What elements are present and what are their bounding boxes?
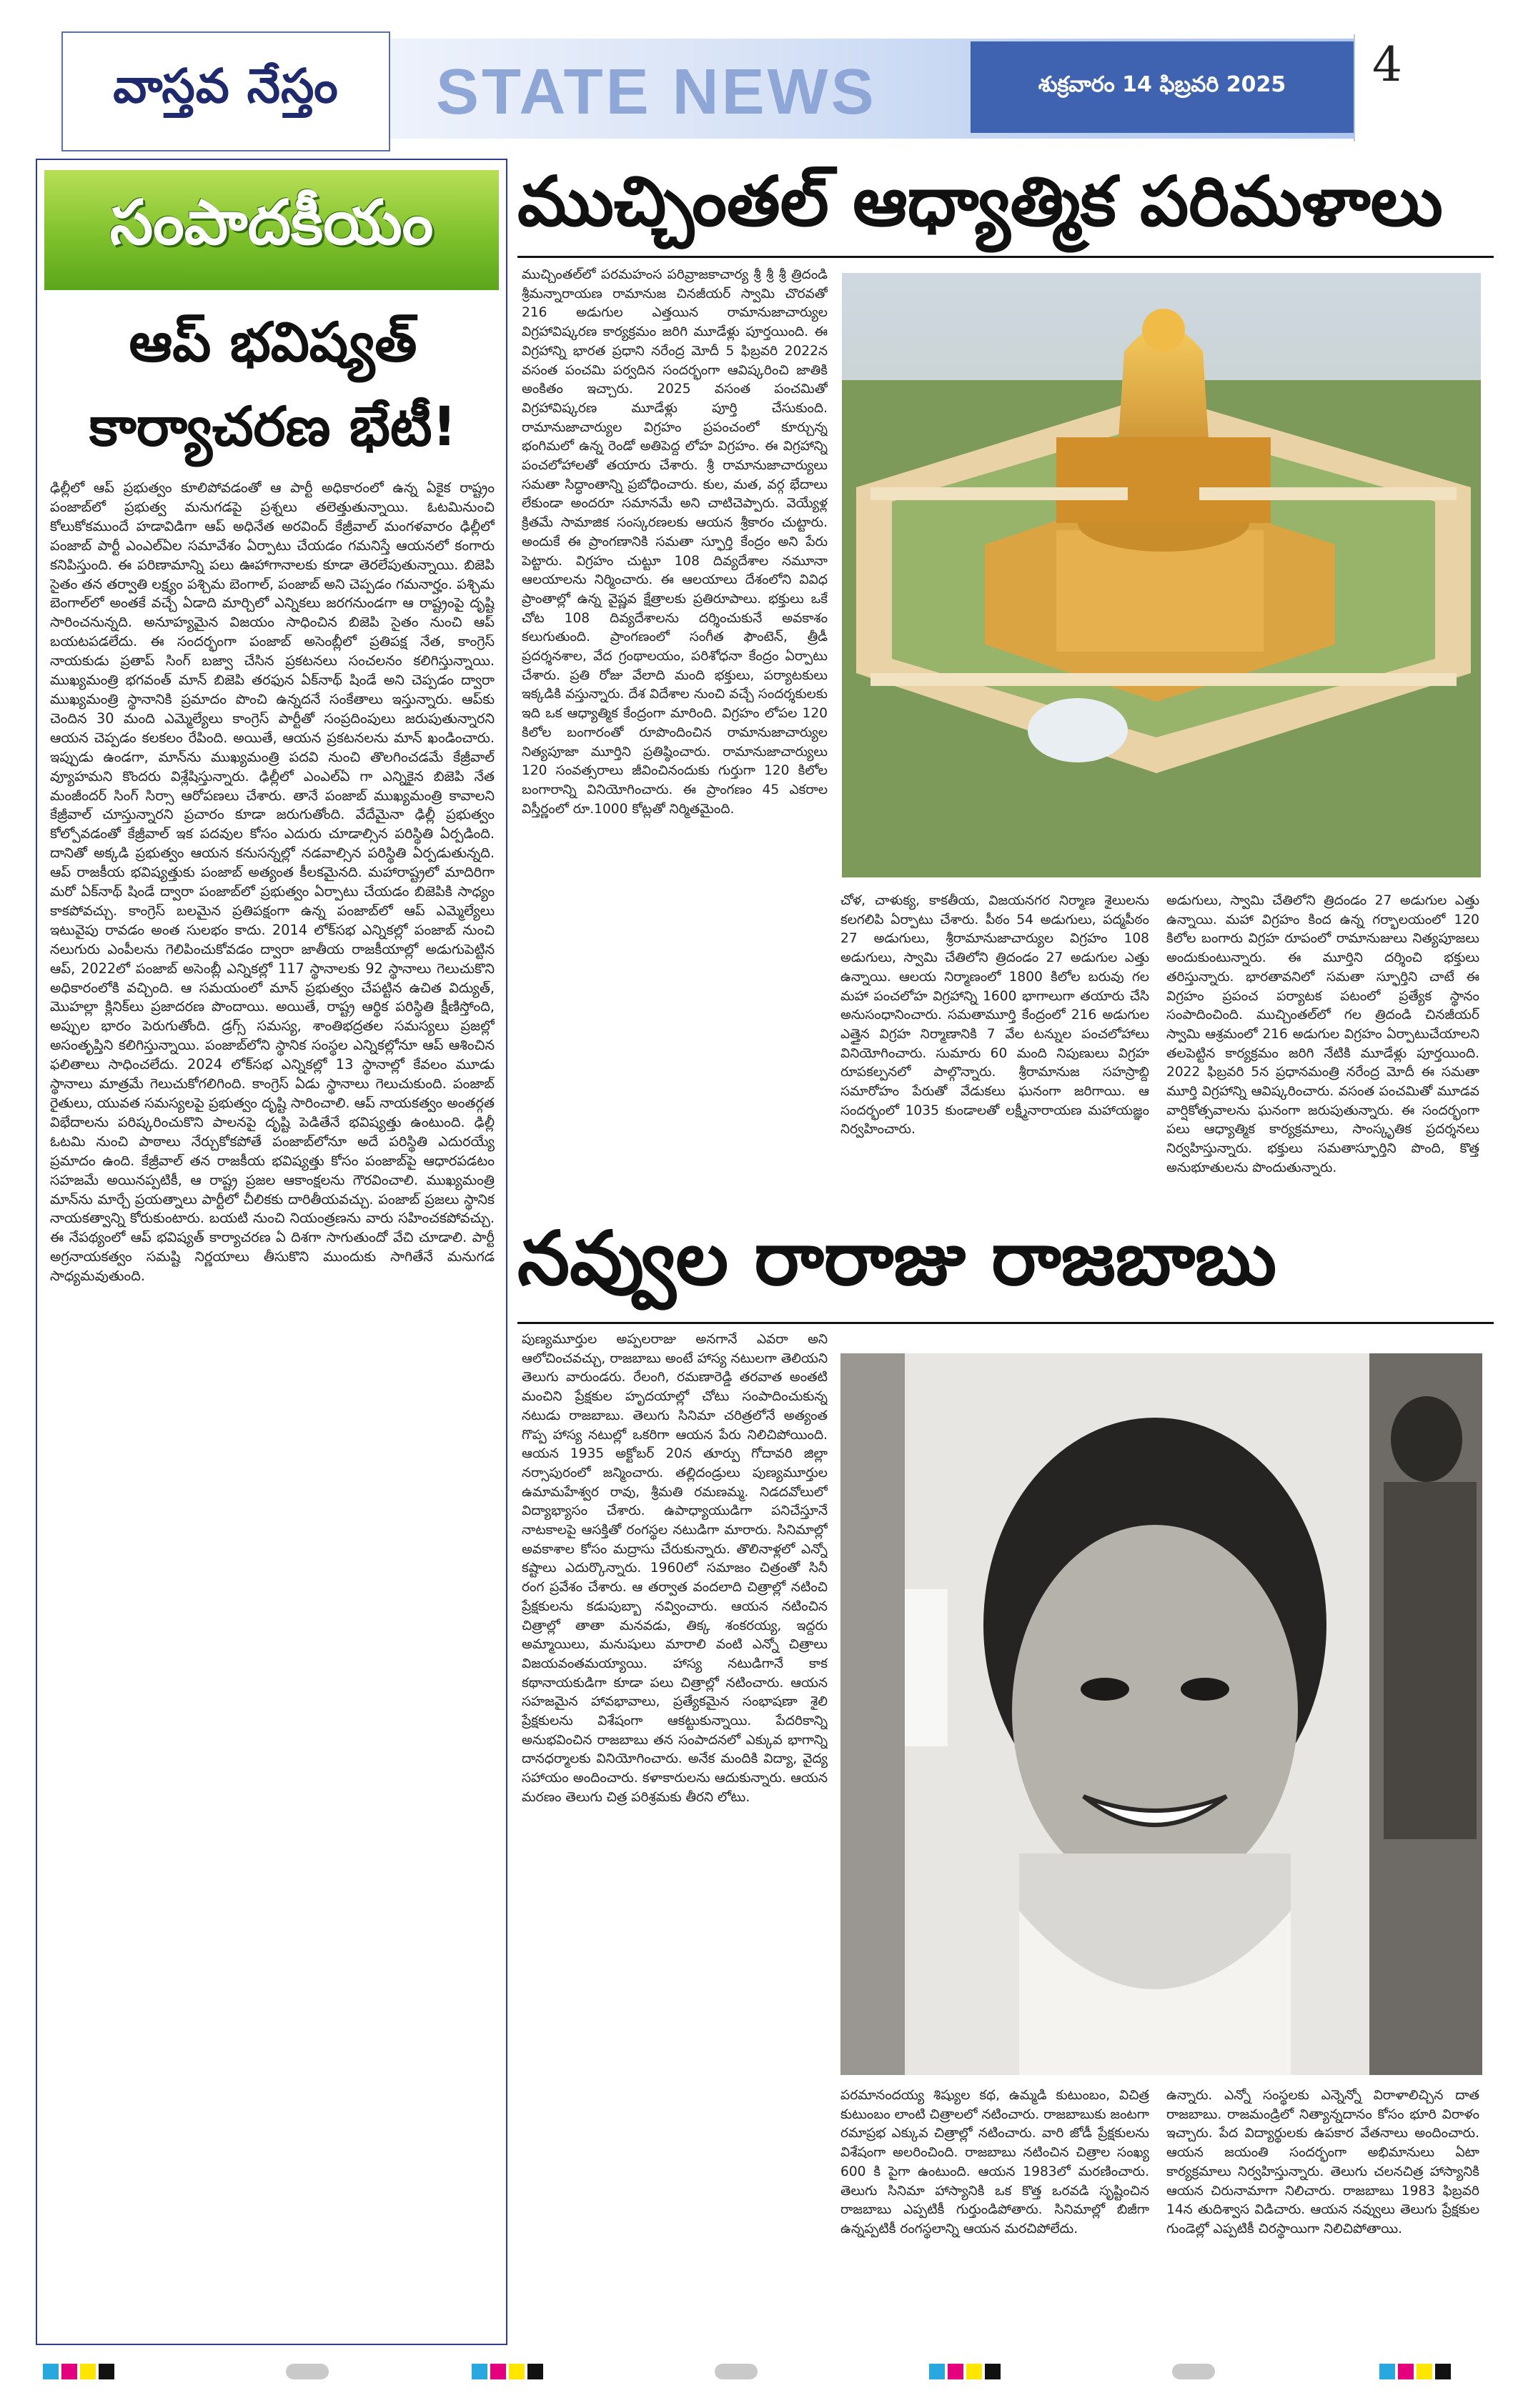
editorial-body: ఢిల్లీలో ఆప్ ప్రభుత్వం కూలిపోవడంతో ఆ పార్టీ అధికారంలో ఉన్న ఏకైక రాష్ట్రం పంజాబ్‌లో ప్రభుత్వ మనుగడపై ప్రశ్నలు తలెత్తుతున్నాయి. ఓటమినుంచి కోలుకోకముందే హడావిడిగా ఆప్ అధినేత అరవింద్ కేజ్రీవాల్ మంగళవారం ఢిల్లీలో పంజాబ్ పార్టీ ఎంఎల్ఏల సమావేశం ఏర్పాటు చేయడం గమనిస్తే ఆయనలో కంగారు కనిపిస్తుంది. ఈ పరిణామాన్ని పలు ఊహాగానాలకు కూడా తెరలేపుతున్నాయి. బిజెపి సైతం తన తర్వాతి లక్ష్యం పశ్చిమ బెంగాల్, పంజాబ్ అని చెప్పడం గమనార్హం. పశ్చిమ బెంగాల్‌లో అంతకే వచ్చే ఏడాది మార్చిలో ఎన్నికలు జరగనుండగా ఆ రాష్ట్రంపై దృష్టి సారించనున్నది. అనూహ్యమైన విజయం సాధించిన బిజెపి సైతం నుంచి ఆప్ బయటపడలేదు. ఈ సందర్భంగా పంజాబ్ అసెంబ్లీలో ప్రతిపక్ష నేత, కాంగ్రెస్ నాయకుడు ప్రతాప్ సింగ్ బజ్వా చేసిన ప్రకటనలు సంచలనం కలిగిస్తున్నాయి. ముఖ్యమంత్రి భగవంత్ మాన్ బిజెపి తరఫున ఏక్‌నాథ్ షిండే అని చెప్పడం ద్వారా ముఖ్యమంత్రి స్థానానికి ప్రమాదం పొంచి ఉన్నదనే సంకేతాలు ఇస్తున్నారు. ఆప్‌కు చెందిన 30 మంది ఎమ్మెల్యేలు కాంగ్రెస్ పార్టీతో సంప్రదింపులు జరుపుతున్నారని ఆయన చెప్పడం కలకలం రేపింది. అయితే, ఆయన ప్రకటనలను మాన్ ఖండించారు. ఇప్పుడు ఉండగా, మాన్‌ను ముఖ్యమంత్రి పదవి నుంచి తొలగించడమే కేజ్రీవాల్ వ్యూహమని కొందరు విశ్లేషిస్తున్నారు. ఢిల్లీలో ఎంఎల్ఏ గా ఎన్నికైన బిజెపి నేత మంజీందర్ సింగ్ సిర్సా ఆరోపణలు చేశారు. తానే పంజాబ్ ముఖ్యమంత్రి కావాలని కేజ్రీవాల్ చూస్తున్నారని ప్రచారం కూడా జరుగుతోంది. వేదేమైనా ఢిల్లీ ప్రభుత్వం కోల్పోవడంతో కేజ్రీవాల్ ఇక పదవుల కోసం ఎదురు చూడాల్సిన పరిస్థితి ఏర్పడింది. దానితో అక్కడి ప్రభుత్వం ఆయన కనుసన్నల్లో నడవాల్సిన పరిస్థితి ఏర్పడుతున్నది. ఆప్ రాజకీయ భవిష్యత్తుకు పంజాబ్ అత్యంత కీలకమైనది. మహారాష్ట్రలో మాదిరిగా మరో ఏక్‌నాథ్ షిండే ద్వారా పంజాబ్‌లో ప్రభుత్వం ఏర్పాటు చేయడం బిజెపికి సాధ్యం కాకపోవచ్చు. కాంగ్రెస్ బలమైన ప్రతిపక్షంగా ఉన్న పంజాబ్‌లో ఆప్ ఎమ్మెల్యేలు ఇటువైపు రావడం అంత సులభం కాదు. 2014 లోక్‌సభ ఎన్నికల్లో పంజాబ్ నుంచి నలుగురు ఎంపీలను గెలిపించుకోవడం ద్వారా జాతీయ రాజకీయాల్లో అడుగుపెట్టిన ఆప్, 2022లో పంజాబ్ అసెంబ్లీ ఎన్నికల్లో 117 స్థానాలకు 92 స్థానాలు గెలుచుకొని అధికారంలోకి వచ్చింది. ఆ సమయంలో మాన్ ప్రభుత్వం చేపట్టిన ఉచిత విద్యుత్, మొహల్లా క్లినిక్‌లు ప్రజాదరణ పొందాయి. అయితే, రాష్ట్ర ఆర్థిక పరిస్థితి క్షీణిస్తోంది, అప్పుల భారం పెరుగుతోంది. డ్రగ్స్ సమస్య, శాంతిభద్రతల సమస్యలు ప్రజల్లో అసంతృప్తిని కలిగిస్తున్నాయి. పంజాబ్‌లోని స్థానిక సంస్థల ఎన్నికల్లోనూ ఆప్ ఆశించిన ఫలితాలు సాధించలేదు. 2024 లోక్‌సభ ఎన్నికల్లో 13 స్థానాల్లో కేవలం మూడు స్థానాలు మాత్రమే గెలుచుకోగలిగింది. కాంగ్రెస్ ఏడు స్థానాలు గెలుచుకుంది. పంజాబ్ రైతులు, యువత సమస్యలపై ప్రభుత్వం దృష్టి సారించాలి. ఆప్ నాయకత్వం అంతర్గత విభేదాలను పరిష్కరించుకొని పాలనపై దృష్టి పెడితేనే భవిష్యత్తు ఉంటుంది. ఢిల్లీ ఓటమి నుంచి పాఠాలు నేర్చుకోకపోతే పంజాబ్‌లోనూ అదే పరిస్థితి ఎదురయ్యే ప్రమాదం ఉంది. కేజ్రీవాల్ తన రాజకీయ భవిష్యత్తు కోసం పంజాబ్‌పై ఆధారపడటం సహజమే అయినప్పటికీ, ఆ రాష్ట్ర ప్రజల ఆకాంక్షలను గౌరవించాలి. ముఖ్యమంత్రి మాన్‌ను మార్చే ప్రయత్నాలు పార్టీలో చీలికకు దారితీయవచ్చు. పంజాబ్ ప్రజలు స్థానిక నాయకత్వాన్ని కోరుకుంటారు. బయటి నుంచి నియంత్రణను వారు సహించకపోవచ్చు. ఈ నేపథ్యంలో ఆప్ భవిష్యత్ కార్యాచరణ ఏ దిశగా సాగుతుందో వేచి చూడాలి. పార్టీ అగ్రనాయకత్వం సమష్టి నిర్ణయాలు తీసుకొని ముందుకు సాగితేనే మనుగడ సాధ్యమవుతుంది. [50,479,495,1285]
issue-date: శుక్రవారం 14 ఫిబ్రవరి 2025 [1038,72,1286,97]
section-title: STATE NEWS [436,56,877,128]
article2-headline: నవ్వుల రారాజు రాజబాబు [517,1215,1277,1302]
article2-column-3: ఉన్నారు. ఎన్నో సంస్థలకు ఎన్నెన్నో విరాళాలిచ్చిన దాత రాజబాబు. రాజమండ్రిలో నిత్యాన్నదానం కోసం భూరి విరాళం ఇచ్చారు. పేద విద్యార్థులకు ఉపకార వేతనాలు అందించారు. ఆయన జయంతి సందర్భంగా అభిమానులు ఏటా కార్యక్రమాలు నిర్వహిస్తున్నారు. తెలుగు చలనచిత్ర హాస్యానికి ఆయన చిరునామాగా నిలిచారు. రాజబాబు 1983 ఫిబ్రవరి 14న తుదిశ్వాస విడిచారు. ఆయన నవ్వులు తెలుగు ప్రేక్షకుల గుండెల్లో ఎప్పటికీ చిరస్థాయిగా నిలిచిపోతాయి. [1166,2088,1479,2237]
registration-pill [286,2364,329,2379]
article2-column-2: పరమానందయ్య శిష్యుల కథ, ఉమ్మడి కుటుంబం, విచిత్ర కుటుంబం లాంటి చిత్రాలలో నటించారు. రాజబాబుకు జంటగా రమాప్రభ ఎక్కువ చిత్రాల్లో నటించారు. వారి జోడీ ప్రేక్షకులను విశేషంగా అలరించింది. రాజబాబు నటించిన చిత్రాల సంఖ్య 600 కి పైగా ఉంటుంది. ఆయన 1983లో మరణించారు. తెలుగు సినిమా హాస్యానికి ఒక కొత్త ఒరవడి సృష్టించిన రాజబాబు ఎప్పటికీ గుర్తుండిపోతారు. సినిమాల్లో బిజీగా ఉన్నప్పటికీ రంగస్థలాన్ని ఆయన మరచిపోలేదు. [840,2088,1149,2237]
masthead-title: వాస్తవ నేస్తం [113,58,339,114]
article1-divider [517,256,1494,258]
registration-pill [1172,2364,1215,2379]
editorial-headline [51,300,495,469]
editorial-headline-line2: కార్యాచరణ భేటీ! [89,394,457,458]
page-number: 4 [1372,37,1402,92]
registration-color-bar [472,2364,546,2379]
registration-pill [715,2364,758,2379]
registration-color-bar [43,2364,117,2379]
rajababu-portrait-photo [840,1353,1482,2075]
article1-column-3: అడుగులు, స్వామి చేతిలోని త్రిదండం 27 అడుగుల ఎత్తు ఉన్నాయి. మహా విగ్రహం కింద ఉన్న గర్భాలయంలో 120 కిలోల బంగారు విగ్రహ రూపంలో రామానుజులు నిత్యపూజలు అందుకుంటున్నారు. ఈ మూర్తిని దర్శించి భక్తులు తరిస్తున్నారు. భారతావనిలో సమతా స్ఫూర్తిని చాటే ఈ విగ్రహం ప్రపంచ పర్యాటక పటంలో ప్రత్యేక స్థానం సంపాదించింది. ముచ్చింతల్‌లో గల త్రిదండి చినజీయర్ స్వామి ఆశ్రమంలో 216 అడుగుల విగ్రహం ఏర్పాటుచేయాలని తలపెట్టిన కార్యక్రమం జరిగి నేటికి మూడేళ్లు పూర్తయింది. 2022 ఫిబ్రవరి 5న ప్రధానమంత్రి నరేంద్ర మోదీ ఈ సమతా మూర్తి విగ్రహాన్ని ఆవిష్కరించారు. వసంత పంచమితో మూడవ వార్షికోత్సవాలను ఘనంగా జరుపుతున్నారు. ఈ సందర్భంగా పలు ఆధ్యాత్మిక కార్యక్రమాలు, సాంస్కృతిక ప్రదర్శనలు నిర్వహిస్తున్నారు. భక్తులు సమతాస్ఫూర్తిని పొంది, కొత్త అనుభూతులను పొందుతున్నారు. [1166,893,1479,1175]
registration-color-bar [1379,2364,1454,2379]
date-badge [971,41,1354,133]
registration-color-bar [929,2364,1003,2379]
article2-column-1: పుణ్యమూర్తుల అప్పలరాజు అనగానే ఎవరా అని ఆలోచించవచ్చు, రాజబాబు అంటే హాస్య నటులగా తెలియని తెలుగు వారుండరు. రేలంగి, రమణారెడ్డి తరవాత అంతటి మంచిని ప్రేక్షకుల హృదయాల్లో చోటు సంపాదించుకున్న నటుడు రాజబాబు. తెలుగు సినిమా చరిత్రలోనే అత్యంత గొప్ప హాస్య నటుల్లో ఒకరిగా ఆయన పేరు నిలిచిపోయింది. ఆయన 1935 అక్టోబర్ 20న తూర్పు గోదావరి జిల్లా నర్సాపురంలో జన్మించారు. తల్లిదండ్రులు పుణ్యమూర్తుల ఉమామహేశ్వర రావు, శ్రీమతి రమణమ్మ. నిడదవోలులో విద్యాభ్యాసం చేశారు. ఉపాధ్యాయుడిగా పనిచేస్తూనే నాటకాలపై ఆసక్తితో రంగస్థల నటుడిగా మారారు. సినిమాల్లో అవకాశాల కోసం మద్రాసు చేరుకున్నారు. తొలినాళ్లలో ఎన్నో కష్టాలు ఎదుర్కొన్నారు. 1960లో సమాజం చిత్రంతో సినీ రంగ ప్రవేశం చేశారు. ఆ తర్వాత వందలాది చిత్రాల్లో నటించి ప్రేక్షకులను కడుపుబ్బా నవ్వించారు. ఆయన నటించిన చిత్రాల్లో తాతా మనవడు, తిక్క శంకరయ్య, ఇద్దరు అమ్మాయిలు, మనుషులు మారాలి వంటి ఎన్నో చిత్రాలు విజయవంతమయ్యాయి. హాస్య నటుడిగానే కాక కథానాయకుడిగా కూడా పలు చిత్రాల్లో నటించారు. ఆయన సహజమైన హావభావాలు, ప్రత్యేకమైన సంభాషణా శైలి ప్రేక్షకులను విశేషంగా ఆకట్టుకున్నాయి. పేదరికాన్ని అనుభవించిన రాజబాబు తన సంపాదనలో ఎక్కువ భాగాన్ని దానధర్మాలకు వినియోగించారు. అనేక మందికి విద్యా, వైద్య సహాయం అందించారు. కళాకారులను ఆదుకున్నారు. ఆయన మరణం తెలుగు చిత్ర పరిశ్రమకు తీరని లోటు. [522,1332,828,1805]
article1-column-1: ముచ్చింతల్‌లో పరమహంస పరివ్రాజకాచార్య శ్రీ శ్రీ శ్రీ త్రిదండి శ్రీమన్నారాయణ రామానుజ చినజీయర్ స్వామి చొరవతో 216 అడుగుల ఎత్తయిన రామానుజాచార్యుల విగ్రహావిష్కరణ కార్యక్రమం జరిగి మూడేళ్లు పూర్తయింది. ఈ విగ్రహాన్ని భారత ప్రధాని నరేంద్ర మోదీ 5 ఫిబ్రవరి 2022న వసంత పంచమి పర్వదిన సందర్భంగా ఆవిష్కరించి జాతికి అంకితం ఇచ్చారు. 2025 వసంత పంచమితో విగ్రహావిష్కరణ మూడేళ్లు పూర్తి చేసుకుంది. రామానుజాచార్యుల విగ్రహం ప్రపంచంలో కూర్చున్న భంగిమలో ఉన్న రెండో అతిపెద్ద లోహ విగ్రహం. ఈ విగ్రహాన్ని పంచలోహాలతో తయారు చేశారు. శ్రీ రామానుజాచార్యులు సమతా సిద్ధాంతాన్ని ప్రబోధించారు. కుల, మత, వర్గ భేదాలు లేకుండా అందరూ సమానమే అని చాటిచెప్పారు. వెయ్యేళ్ల క్రితమే సామాజిక సంస్కరణలకు ఆయన శ్రీకారం చుట్టారు. అందుకే ఈ ప్రాంగణానికి సమతా స్ఫూర్తి కేంద్రం అని పేరు పెట్టారు. విగ్రహం చుట్టూ 108 దివ్యదేశాల నమూనా ఆలయాలను నిర్మించారు. ఈ ఆలయాలు దేశంలోని వివిధ ప్రాంతాల్లో ఉన్న వైష్ణవ క్షేత్రాలకు ప్రతిరూపాలు. భక్తులు ఒకే చోట 108 దివ్యదేశాలను దర్శించుకునే అవకాశం కలుగుతుంది. ప్రాంగణంలో సంగీత ఫౌంటెన్, త్రీడీ ప్రదర్శనశాల, వేద గ్రంథాలయం, పరిశోధనా కేంద్రం ఏర్పాటు చేశారు. ప్రతి రోజు వేలాది మంది భక్తులు, పర్యాటకులు ఇక్కడికి వస్తున్నారు. దేశ విదేశాల నుంచి వచ్చే సందర్శకులకు ఇది ఒక ఆధ్యాత్మిక కేంద్రంగా మారింది. విగ్రహం లోపల 120 కిలోల బంగారంతో రూపొందించిన రామానుజాచార్యుల నిత్యపూజా మూర్తిని ప్రతిష్ఠించారు. రామానుజాచార్యులు 120 సంవత్సరాలు జీవించినందుకు గుర్తుగా 120 కిలోల బంగారాన్ని వినియోగించారు. ఈ ప్రాంగణం 45 ఎకరాల విస్తీర్ణంలో రూ.1000 కోట్లతో నిర్మితమైంది. [522,267,828,817]
article1-headline: ముచ్చింతల్ ఆధ్యాత్మిక పరిమళాలు [517,161,1443,242]
masthead [61,31,390,151]
editorial-headline-line1: ఆప్ భవిష్యత్ [129,310,417,374]
editorial-banner [44,170,499,290]
article1-column-2: చోళ, చాళుక్య, కాకతీయ, విజయనగర నిర్మాణ శైలులను కలగలిపి ఏర్పాటు చేశారు. పీఠం 54 అడుగులు, పద్మపీఠం 27 అడుగులు, శ్రీరామానుజాచార్యుల విగ్రహం 108 అడుగులు, స్వామి చేతిలోని త్రిదండం 27 అడుగుల ఎత్తు ఉన్నాయి. ఆలయ నిర్మాణంలో 1800 కిలోల బరువు గల మహా పంచలోహ విగ్రహాన్ని 1600 భాగాలుగా తయారు చేసి అనుసంధానించారు. సమతామూర్తి కేంద్రంలో 216 అడుగుల ఎత్తైన విగ్రహ నిర్మాణానికి 7 వేల టన్నుల పంచలోహాలు వినియోగించారు. సుమారు 60 మంది నిపుణులు విగ్రహ రూపకల్పనలో పాల్గొన్నారు. శ్రీరామానుజ సహస్రాబ్ది సమారోహం పేరుతో వేడుకలు ఘనంగా జరిగాయి. ఆ సందర్భంలో 1035 కుండాలతో లక్ష్మీనారాయణ మహాయజ్ఞం నిర్వహించారు. [840,893,1149,1138]
article2-divider [517,1322,1494,1324]
statue-of-equality-photo [842,273,1481,877]
editorial-banner-text: సంపాదకీయం [109,186,434,259]
